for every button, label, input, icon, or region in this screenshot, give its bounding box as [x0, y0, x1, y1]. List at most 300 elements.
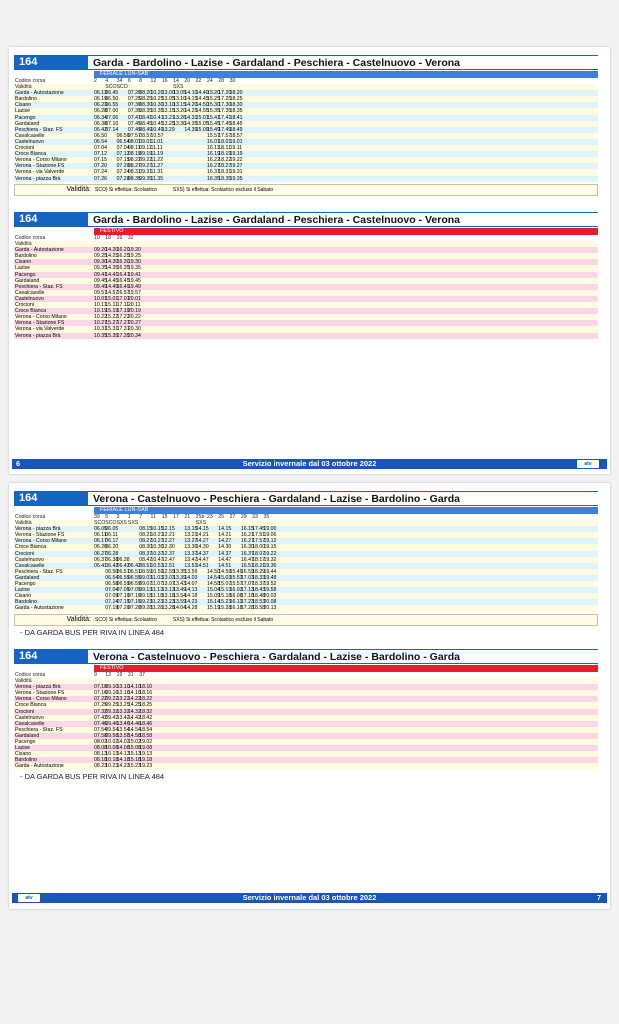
- departure-time: 15.31: [105, 326, 119, 333]
- departure-time: 13.10: [116, 684, 130, 691]
- departure-time: 06.37: [94, 556, 107, 563]
- line-number: 164: [14, 212, 88, 227]
- stop-name: Crocioni: [15, 302, 35, 309]
- departure-time: 20.22: [127, 314, 141, 321]
- departure-time: 14.28: [184, 605, 198, 612]
- departure-time: 09.22: [105, 696, 119, 703]
- departure-time: 14.03: [184, 574, 198, 581]
- departure-time: 17.18: [240, 593, 254, 600]
- departure-time: 07.04: [116, 145, 130, 152]
- stop-name: Garda - Autostazione: [15, 763, 64, 770]
- trip-code: 13: [105, 672, 112, 678]
- departure-time: 10.49: [150, 126, 164, 133]
- departure-time: 14.40: [195, 90, 209, 97]
- departure-time: 18.30: [229, 102, 243, 109]
- departure-time: 19.57: [127, 289, 141, 296]
- departure-time: 10.51: [150, 562, 164, 569]
- departure-time: 17.23: [240, 599, 254, 606]
- departure-time: 11.07: [150, 581, 164, 588]
- departure-time: 13.42: [116, 714, 130, 721]
- service-band-label: FESTIVO: [94, 228, 598, 235]
- service-band: [14, 71, 598, 78]
- departure-time: 10.30: [150, 544, 164, 551]
- legend-sco: SCO) Si effettua: Scolastico: [95, 616, 157, 623]
- departure-time: 13.21: [161, 114, 175, 121]
- departure-time: 07.10: [116, 593, 130, 600]
- stop-name: Verona - piazza Brà: [15, 526, 61, 533]
- departure-time: 08.01: [127, 138, 141, 145]
- departure-time: 08.22: [127, 157, 141, 164]
- departure-time: 10.31: [94, 326, 107, 333]
- departure-time: 07.32: [94, 708, 107, 715]
- departure-time: 19.18: [139, 757, 153, 764]
- departure-time: 09.32: [105, 708, 119, 715]
- departure-time: 10.23: [105, 763, 119, 770]
- departure-time: 14.10: [184, 90, 198, 97]
- departure-time: 07.35: [127, 108, 141, 115]
- departure-time: 10.27: [94, 320, 107, 327]
- departure-time: 07.04: [94, 145, 107, 152]
- departure-time: 14.15: [195, 526, 209, 533]
- code-label: Codice corsa: [15, 672, 46, 678]
- departure-time: 14.13: [116, 751, 130, 758]
- departure-time: 07.10: [127, 593, 141, 600]
- departure-time: 14.57: [105, 289, 119, 296]
- code-cells: [94, 672, 150, 678]
- departure-time: 07.58: [94, 732, 107, 739]
- departure-time: 18.27: [218, 163, 232, 170]
- departure-time: 18.58: [252, 605, 266, 612]
- departure-time: 07.15: [116, 599, 130, 606]
- departure-time: 08.15: [139, 526, 153, 533]
- departure-time: 19.35: [127, 265, 141, 272]
- departure-time: 20.03: [263, 593, 277, 600]
- stop-name: Verona - Stazione FS: [15, 690, 65, 697]
- page-footer: [12, 459, 607, 469]
- departure-time: 16.21: [240, 532, 254, 539]
- departure-time: 06.45: [105, 90, 119, 97]
- departure-time: 15.27: [105, 320, 119, 327]
- trip-code: 21: [184, 514, 191, 520]
- departure-time: 20.01: [127, 295, 141, 302]
- departure-time: 13.10: [161, 102, 175, 109]
- departure-time: 06.42: [94, 126, 107, 133]
- departure-time: 07.25: [127, 96, 141, 103]
- departure-time: 18.49: [229, 126, 243, 133]
- departure-time: 15.13: [218, 587, 232, 594]
- departure-time: 07.42: [94, 714, 107, 721]
- departure-time: 08.02: [94, 739, 107, 746]
- trip-code: 33: [252, 514, 258, 520]
- departure-time: 14.30: [105, 259, 119, 266]
- departure-time: 09.31: [139, 169, 153, 176]
- departure-time: 11.22: [150, 157, 164, 164]
- departure-time: 19.32: [263, 556, 277, 563]
- departure-time: 13.37: [184, 550, 198, 557]
- departure-time: 08.18: [94, 757, 107, 764]
- departure-time: 14.32: [127, 708, 141, 715]
- departure-time: 14.51: [195, 562, 209, 569]
- departure-time: 19.27: [229, 163, 243, 170]
- departure-time: 18.48: [252, 593, 266, 600]
- departure-time: 20.30: [127, 326, 141, 333]
- stop-name: Croce Bianca: [15, 702, 47, 709]
- line-number: 164: [14, 491, 88, 506]
- departure-time: 07.26: [94, 175, 107, 182]
- departure-time: 18.21: [252, 562, 266, 569]
- timetable-page-6: [9, 47, 610, 474]
- departure-time: 14.21: [195, 532, 209, 539]
- departure-time: 13.03: [161, 574, 175, 581]
- trip-code: 16: [161, 78, 168, 84]
- departure-time: 07.20: [127, 605, 141, 612]
- stop-times: [94, 333, 139, 339]
- departure-time: 11.19: [150, 151, 164, 158]
- departure-time: 08.47: [139, 556, 153, 563]
- trip-code: 20: [184, 78, 191, 84]
- departure-time: 13.15: [173, 102, 187, 109]
- departure-time: 07.14: [105, 599, 119, 606]
- trip-code: 22: [195, 78, 202, 84]
- departure-time: 06.38: [94, 120, 107, 127]
- stop-name: Verona - piazza Brà: [15, 175, 61, 182]
- stop-name: Verona - via Valverde: [15, 326, 65, 333]
- departure-time: 10.11: [94, 302, 107, 309]
- footer-text: Servizio invernale dal 03 ottobre 2022: [242, 459, 377, 468]
- departure-time: 08.31: [127, 169, 141, 176]
- departure-time: 14.47: [218, 556, 232, 563]
- departure-time: 15.20: [206, 90, 220, 97]
- trip-code: 34: [116, 78, 123, 84]
- stop-name: Croce Bianca: [15, 544, 47, 551]
- stop-name: Peschiera - Staz. FS: [15, 283, 63, 290]
- departure-time: 19.30: [127, 259, 141, 266]
- departure-time: 09.28: [139, 605, 153, 612]
- departure-time: 13.30: [184, 544, 198, 551]
- departure-time: 18.10: [139, 684, 153, 691]
- departure-time: 09.25: [94, 253, 107, 260]
- departure-time: 16.41: [116, 271, 130, 278]
- departure-time: 08.35: [127, 175, 141, 182]
- departure-time: 14.47: [195, 556, 209, 563]
- stop-name: Cisano: [15, 751, 32, 758]
- departure-time: 14.31: [184, 114, 198, 121]
- departure-time: 06.34: [94, 114, 107, 121]
- departure-time: 15.28: [218, 605, 232, 612]
- departure-time: 15.14: [206, 599, 220, 606]
- departure-time: 14.54: [127, 726, 141, 733]
- trip-code: 7: [139, 514, 143, 520]
- departure-time: 13.59: [184, 568, 198, 575]
- stop-name: Garda - Autostazione: [15, 90, 64, 97]
- departure-time: 18.53: [252, 599, 266, 606]
- departure-time: 16.22: [206, 157, 220, 164]
- departure-time: 06.17: [94, 538, 107, 545]
- table-holiday-to-garda: [14, 649, 598, 781]
- departure-time: 19.08: [139, 745, 153, 752]
- stop-name: Cavalcaselle: [15, 132, 45, 139]
- departure-time: 18.33: [252, 574, 266, 581]
- code-cells: [94, 235, 139, 241]
- departure-time: 06.54: [94, 138, 107, 145]
- departure-time: 14.39: [184, 126, 198, 133]
- departure-time: 16.01: [206, 138, 220, 145]
- route-title: Verona - Castelnuovo - Peschiera - Gardaland - Lazise - Bardolino - Garda: [88, 491, 598, 506]
- departure-time: 08.35: [139, 108, 153, 115]
- legend-sxs: SXS) Si effettua: Scolastico escluso il Sabato: [172, 616, 274, 623]
- departure-time: 07.16: [94, 690, 107, 697]
- departure-time: 10.15: [150, 526, 164, 533]
- stop-name: Pacengo: [15, 271, 36, 278]
- departure-time: 19.58: [263, 587, 277, 594]
- departure-time: 15.03: [218, 574, 232, 581]
- trip-code: 11: [150, 514, 156, 520]
- departure-time: 09.45: [94, 277, 107, 284]
- code-label: Codice corsa: [15, 235, 46, 241]
- departure-time: 13.49: [173, 587, 187, 594]
- departure-time: 07.10: [94, 684, 107, 691]
- departure-time: 15.35: [206, 108, 220, 115]
- departure-time: 11.35: [150, 175, 164, 182]
- departure-time: 12.21: [161, 532, 175, 539]
- departure-time: 14.04: [173, 605, 187, 612]
- departure-time: 09.35: [94, 265, 107, 272]
- departure-time: 08.19: [127, 151, 141, 158]
- departure-time: 12.27: [161, 538, 175, 545]
- departure-time: 14.16: [127, 690, 141, 697]
- validity-legend: [14, 184, 598, 196]
- departure-time: 06.28: [94, 108, 107, 115]
- departure-time: 16.08: [229, 593, 243, 600]
- departure-time: 09.23: [139, 599, 153, 606]
- departure-time: 16.57: [116, 289, 130, 296]
- departure-time: 10.20: [150, 90, 164, 97]
- departure-time: 10.41: [150, 114, 164, 121]
- trip-code: 26: [116, 235, 123, 241]
- departure-time: 09.35: [139, 175, 153, 182]
- departure-time: 15.25: [206, 96, 220, 103]
- departure-time: 13.59: [173, 599, 187, 606]
- trip-code: 29: [240, 514, 247, 520]
- departure-time: 19.31: [229, 169, 243, 176]
- stop-name: Cavalcaselle: [15, 720, 45, 727]
- departure-time: 15.53: [229, 574, 243, 581]
- stop-name: Peschiera - Staz. FS: [15, 726, 63, 733]
- departure-time: 10.22: [94, 314, 107, 321]
- trip-code: 27: [229, 514, 236, 520]
- trip-code: 4: [105, 78, 109, 84]
- departure-time: 16.25: [116, 253, 130, 260]
- departure-time: 18.19: [218, 151, 232, 158]
- trip-validity: SXS: [116, 520, 127, 527]
- departure-time: 06.50: [105, 568, 119, 575]
- departure-time: 18.42: [139, 714, 153, 721]
- departure-time: 14.21: [218, 532, 232, 539]
- departure-time: 14.23: [184, 599, 198, 606]
- departure-time: 07.20: [94, 163, 107, 170]
- departure-time: 13.58: [116, 732, 130, 739]
- departure-time: 10.01: [94, 295, 107, 302]
- departure-time: 08.25: [139, 96, 153, 103]
- departure-time: 19.48: [263, 574, 277, 581]
- departure-time: 15.22: [105, 314, 119, 321]
- departure-time: 13.23: [161, 599, 175, 606]
- departure-time: 16.30: [116, 259, 130, 266]
- departure-time: 17.57: [218, 132, 232, 139]
- departure-time: 20.34: [127, 332, 141, 339]
- departure-time: 14.50: [206, 568, 220, 575]
- departure-time: 09.03: [139, 574, 153, 581]
- departure-time: 09.07: [139, 581, 153, 588]
- departure-time: 07.45: [127, 120, 141, 127]
- departure-time: 08.27: [139, 538, 153, 545]
- departure-time: 17.01: [116, 295, 130, 302]
- departure-time: 11.23: [150, 599, 164, 606]
- trip-code: 28: [218, 78, 225, 84]
- trip-code: 10: [94, 235, 100, 241]
- departure-time: 06.17: [105, 538, 119, 545]
- departure-time: 09.16: [105, 690, 119, 697]
- departure-time: 13.30: [173, 120, 187, 127]
- departure-time: 14.30: [218, 544, 232, 551]
- departure-time: 18.25: [229, 96, 243, 103]
- line-number: 164: [14, 649, 88, 664]
- stop-name: Verona - via Valverde: [15, 169, 65, 176]
- trip-validity: SCO: [94, 520, 106, 527]
- departure-time: 18.22: [139, 696, 153, 703]
- validity-label: Validità: [15, 241, 32, 248]
- service-band: [14, 228, 598, 235]
- departure-time: 07.19: [105, 605, 119, 612]
- departure-time: 14.42: [127, 714, 141, 721]
- stop-name: Castelnuovo: [15, 138, 44, 145]
- departure-time: 17.45: [252, 526, 266, 533]
- departure-time: 19.12: [263, 538, 277, 545]
- departure-time: 10.47: [150, 556, 164, 563]
- departure-time: 13.51: [184, 562, 198, 569]
- departure-time: 14.25: [105, 253, 119, 260]
- departure-time: 16.30: [240, 544, 254, 551]
- departure-time: 09.18: [139, 593, 153, 600]
- route-title: Garda - Bardolino - Lazise - Gardaland - Peschiera - Castelnuovo - Verona: [88, 55, 598, 70]
- departure-time: 06.23: [94, 102, 107, 109]
- stop-name: Lazise: [15, 587, 30, 594]
- trip-validity: SCO: [116, 84, 128, 91]
- departure-time: 14.35: [105, 265, 119, 272]
- stop-name: Bardolino: [15, 757, 37, 764]
- departure-time: 14.50: [195, 102, 209, 109]
- table-header: [14, 212, 598, 227]
- stop-name: Garda - Autostazione: [15, 605, 64, 612]
- legend-sco: SCO) Si effettua: Scolastico: [95, 186, 157, 193]
- trip-code: 23: [206, 514, 213, 520]
- stop-name: Pacengo: [15, 739, 36, 746]
- code-label: Codice corsa: [15, 78, 46, 84]
- departure-time: 19.13: [139, 751, 153, 758]
- departure-time: 13.05: [173, 90, 187, 97]
- departure-time: 06.54: [105, 574, 119, 581]
- departure-time: 18.45: [229, 120, 243, 127]
- departure-time: 20.11: [127, 302, 141, 309]
- departure-time: 08.08: [94, 745, 107, 752]
- departure-time: 18.43: [252, 587, 266, 594]
- departure-time: 15.30: [206, 102, 220, 109]
- departure-time: 06.54: [116, 138, 130, 145]
- stop-row: [14, 605, 598, 611]
- departure-time: 06.27: [94, 550, 107, 557]
- departure-time: 18.07: [252, 550, 266, 557]
- departure-time: 06.50: [94, 132, 107, 139]
- route-title: Garda - Bardolino - Lazise - Gardaland - Peschiera - Castelnuovo - Verona: [88, 212, 598, 227]
- departure-time: 07.28: [116, 175, 130, 182]
- departure-time: 15.02: [127, 739, 141, 746]
- departure-time: 14.58: [127, 732, 141, 739]
- departure-time: 17.51: [252, 532, 266, 539]
- departure-time: 15.49: [206, 126, 220, 133]
- stop-name: Cisano: [15, 102, 32, 109]
- trip-validity: SCO: [105, 84, 117, 91]
- departure-time: 14.10: [127, 684, 141, 691]
- stop-name: Peschiera - Staz. FS: [15, 568, 63, 575]
- departure-time: 06.11: [94, 532, 107, 539]
- departure-time: 16.35: [116, 265, 130, 272]
- departure-time: 09.54: [105, 726, 119, 733]
- trip-code: 25: [218, 514, 225, 520]
- departure-time: 19.36: [263, 562, 277, 569]
- departure-time: 19.23: [139, 763, 153, 770]
- validity-label: Validità: [15, 678, 32, 685]
- departure-time: 06.55: [105, 102, 119, 109]
- departure-time: 09.25: [105, 702, 119, 709]
- departure-time: 14.13: [184, 587, 198, 594]
- stop-name: Peschiera - Staz. FS: [15, 126, 63, 133]
- departure-time: 09.49: [94, 283, 107, 290]
- departure-time: 13.10: [173, 96, 187, 103]
- departure-time: 10.35: [94, 332, 107, 339]
- trip-code: 18: [105, 235, 112, 241]
- departure-time: 09.58: [105, 732, 119, 739]
- departure-time: 14.08: [116, 745, 130, 752]
- departure-time: 19.15: [263, 544, 277, 551]
- trip-code: 31: [127, 672, 134, 678]
- trip-code: 1: [127, 514, 131, 520]
- departure-time: 07.09: [105, 593, 119, 600]
- departure-time: 14.20: [184, 102, 198, 109]
- departure-time: 14.45: [105, 277, 119, 284]
- departure-time: 18.46: [139, 720, 153, 727]
- departure-time: 14.54: [206, 574, 220, 581]
- departure-time: 07.04: [105, 587, 119, 594]
- departure-time: 07.05: [116, 587, 130, 594]
- trip-validity: SXS: [127, 520, 139, 527]
- departure-time: 19.45: [127, 277, 141, 284]
- departure-time: 20.27: [127, 320, 141, 327]
- legend-label: Validità:: [66, 615, 91, 623]
- departure-time: 06.05: [105, 526, 119, 533]
- departure-time: 12.51: [161, 562, 175, 569]
- departure-time: 10.08: [105, 745, 119, 752]
- stop-name: Bardolino: [15, 96, 37, 103]
- legend-sxs: SXS) Si effettua: Scolastico escluso il Sabato: [172, 186, 274, 193]
- footer-text: Servizio invernale dal 03 ottobre 2022: [242, 893, 377, 902]
- departure-time: 17.31: [116, 326, 130, 333]
- departure-time: 11.13: [150, 587, 164, 594]
- departure-time: 14.51: [218, 562, 232, 569]
- trip-code: 12: [150, 78, 157, 84]
- departure-time: 19.52: [263, 581, 277, 588]
- stop-name: Verona - Corso Milano: [15, 314, 67, 321]
- departure-time: 07.41: [127, 114, 141, 121]
